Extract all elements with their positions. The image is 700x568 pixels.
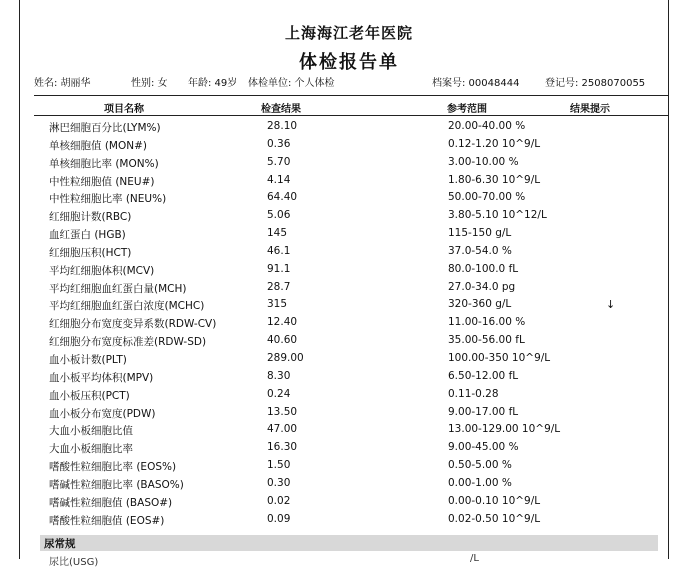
report-title: 体检报告单 [299, 52, 399, 73]
table-row [34, 136, 668, 154]
patient-gender: 性别: 女 [131, 78, 168, 89]
table-row [34, 439, 668, 457]
table-row [34, 457, 668, 475]
col-result: 检查结果 [261, 104, 301, 115]
row-name: 嗜酸性粒细胞值 (EOS#) [49, 514, 165, 527]
col-item: 项目名称 [104, 104, 144, 115]
patient-name: 姓名: 胡丽华 [34, 78, 91, 89]
partial-row-reference: /L [470, 553, 479, 564]
row-value: 64.40 [267, 191, 298, 204]
section-header-urinalysis [40, 535, 658, 551]
section-title: 尿常规 [44, 538, 76, 550]
row-reference: 35.00-56.00 fL [448, 334, 525, 347]
row-name: 嗜碱性粒细胞比率 (BASO%) [49, 478, 184, 491]
row-name: 嗜碱性粒细胞值 (BASO#) [49, 496, 173, 509]
row-reference: 0.00-0.10 10^9/L [448, 494, 541, 507]
col-reference: 参考范围 [447, 104, 487, 115]
row-name: 单核细胞比率 (MON%) [49, 157, 159, 170]
col-hint: 结果提示 [570, 104, 610, 115]
table-row [34, 314, 668, 332]
row-reference: 0.50-5.00 % [448, 459, 512, 472]
row-value: 8.30 [267, 369, 291, 382]
row-name: 红细胞分布宽度标准差(RDW-SD) [49, 336, 207, 349]
row-name: 红细胞计数(RBC) [49, 211, 132, 224]
hospital-name: 上海海江老年医院 [284, 24, 413, 42]
row-value: 16.30 [267, 441, 298, 454]
row-reference: 27.0-34.0 pg [448, 280, 516, 293]
header-bottom-rule [34, 115, 668, 116]
table-row [34, 172, 668, 190]
row-reference: 0.00-1.00 % [448, 476, 512, 489]
row-value: 0.30 [267, 476, 291, 489]
table-row [34, 154, 668, 172]
table-row [34, 350, 668, 368]
row-reference: 6.50-12.00 fL [448, 369, 519, 382]
table-row [34, 368, 668, 386]
patient-age: 年龄: 49岁 [188, 78, 238, 89]
row-name: 单核细胞值 (MON#) [49, 139, 148, 152]
row-reference: 9.00-45.00 % [448, 441, 519, 454]
table-row [34, 404, 668, 422]
table-row [34, 225, 668, 243]
table-row [34, 207, 668, 225]
partial-row-name: 尿比(USG) [49, 557, 99, 568]
row-value: 12.40 [267, 316, 298, 329]
table-row [34, 189, 668, 207]
table-row [34, 493, 668, 511]
down-arrow-icon: ↓ [606, 298, 616, 312]
row-name: 中性粒细胞值 (NEU#) [49, 175, 155, 188]
row-reference: 115-150 g/L [448, 227, 512, 240]
row-value: 91.1 [267, 262, 291, 275]
row-name: 平均红细胞体积(MCV) [49, 264, 155, 277]
row-name: 血小板平均体积(MPV) [49, 371, 154, 384]
row-reference: 320-360 g/L [448, 298, 512, 311]
row-name: 血小板压积(PCT) [49, 389, 130, 402]
row-reference: 9.00-17.00 fL [448, 405, 519, 418]
table-row [34, 332, 668, 350]
row-reference: 20.00-40.00 % [448, 120, 526, 132]
table-row [34, 279, 668, 297]
table-row [34, 296, 668, 314]
table-row [34, 243, 668, 261]
row-reference: 3.80-5.10 10^12/L [448, 209, 547, 222]
row-reference: 100.00-350 10^9/L [448, 351, 551, 364]
table-row [34, 118, 668, 136]
row-value: 13.50 [267, 405, 298, 418]
patient-info [34, 74, 668, 90]
row-value: 0.36 [267, 137, 291, 150]
row-name: 嗜酸性粒细胞比率 (EOS%) [49, 461, 177, 474]
table-row [34, 475, 668, 493]
file-number: 档案号: 00048444 [432, 78, 520, 89]
left-border [19, 0, 20, 559]
row-name: 平均红细胞血红蛋白浓度(MCHC) [49, 300, 205, 313]
row-value: 289.00 [267, 351, 304, 364]
row-value: 0.24 [267, 387, 291, 400]
table-row [34, 386, 668, 404]
row-reference: 3.00-10.00 % [448, 155, 519, 168]
table-row [34, 511, 668, 529]
row-reference: 0.11-0.28 [448, 387, 499, 400]
row-value: 46.1 [267, 244, 291, 257]
row-value: 5.06 [267, 209, 291, 222]
row-name: 中性粒细胞比率 (NEU%) [49, 193, 167, 206]
row-reference: 1.80-6.30 10^9/L [448, 173, 541, 186]
report-page [22, 0, 676, 568]
row-name: 血小板计数(PLT) [49, 353, 127, 366]
row-name: 大血小板细胞比值 [49, 425, 133, 438]
row-value: 145 [267, 227, 288, 240]
row-value: 28.10 [267, 120, 298, 132]
row-reference: 11.00-16.00 % [448, 316, 526, 329]
table-row [34, 261, 668, 279]
row-name: 血小板分布宽度(PDW) [49, 407, 156, 420]
row-value: 40.60 [267, 334, 298, 347]
row-reference: 0.12-1.20 10^9/L [448, 137, 541, 150]
registration-number: 登记号: 2508070055 [545, 78, 646, 89]
row-name: 平均红细胞血红蛋白量(MCH) [49, 282, 187, 295]
row-reference: 0.02-0.50 10^9/L [448, 512, 541, 525]
row-value: 47.00 [267, 423, 298, 436]
row-value: 0.02 [267, 494, 291, 507]
row-name: 大血小板细胞比率 [49, 443, 133, 456]
row-value: 315 [267, 298, 288, 311]
row-reference: 13.00-129.00 10^9/L [448, 423, 561, 436]
row-value: 1.50 [267, 459, 291, 472]
row-reference: 50.00-70.00 % [448, 191, 526, 204]
table-header [34, 100, 668, 114]
row-value: 28.7 [267, 280, 291, 293]
row-value: 5.70 [267, 155, 291, 168]
row-value: 0.09 [267, 512, 291, 525]
row-name: 红细胞分布宽度变异系数(RDW-CV) [49, 318, 217, 331]
row-reference: 80.0-100.0 fL [448, 262, 519, 275]
patient-unit: 体检单位: 个人体检 [248, 78, 335, 89]
row-reference: 37.0-54.0 % [448, 244, 512, 257]
row-name: 血红蛋白 (HGB) [49, 229, 126, 242]
results-table [34, 118, 668, 528]
table-row [34, 421, 668, 439]
header-top-rule [34, 95, 668, 96]
row-name: 红细胞压积(HCT) [49, 246, 132, 259]
row-value: 4.14 [267, 173, 291, 186]
row-name: 淋巴细胞百分比(LYM%) [49, 122, 161, 134]
